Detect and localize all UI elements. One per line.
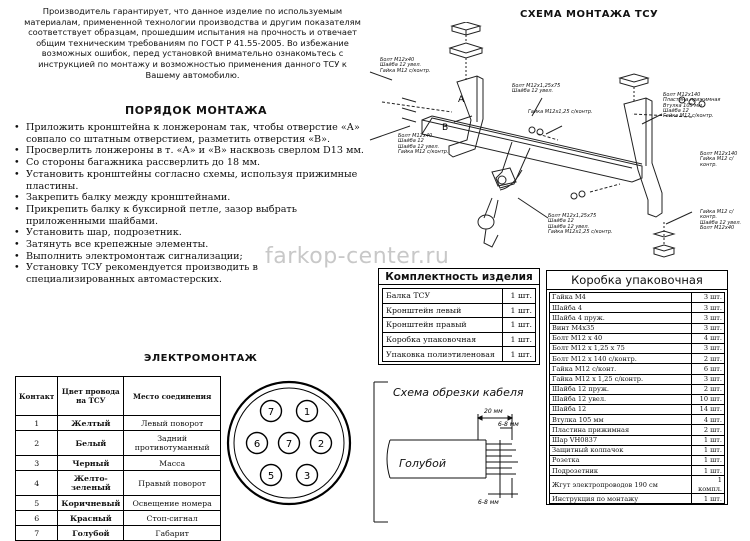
table-row: Болт М12 х 140 с/контр. 2 шт. <box>550 354 725 364</box>
watermark: farkop-center.ru <box>265 244 450 269</box>
table-row: Подрозетник 1 шт. <box>550 466 725 476</box>
packing-table <box>549 292 725 504</box>
table-row: Шайба 12 увел. 10 шт. <box>550 394 725 404</box>
step: • Просверлить лонжероны в т. «А» и «В» насквозь сверлом D13 мм. <box>14 145 364 157</box>
cable-title: Схема обрезки кабеля <box>393 386 524 399</box>
scheme-label-group: Болт М12х140 Пластина прижимная Втулка 105 мм Шайба 12 Гайка М12 с/контр. <box>663 92 721 120</box>
step: • Приложить кронштейна к лонжеронам так, чтобы отверстие «А» совпало со штатным отверстием, разметить отверстия «В». <box>14 122 364 145</box>
pin-label: 1 <box>303 407 311 418</box>
scheme-label-group: Болт М12х40 Шайба 12 увел. Гайка М12 с/контр. <box>380 57 431 74</box>
pin-label: 7 <box>285 439 293 450</box>
packing-title: Коробка упаковочная <box>547 271 727 290</box>
column-header: Место соединения <box>124 377 221 416</box>
cable-dim-top: 6-8 мм <box>498 421 519 428</box>
cable-dim-bottom: 6-8 мм <box>478 499 499 506</box>
table-row: Коробка упаковочная 1 шт. <box>383 332 536 347</box>
scheme-label-group: Болт М12х1,25х75 Шайба 12 Шайба 12 увел. Гайка М12х1,25 с/контр. <box>548 213 613 235</box>
table-row: 4 Желто-зеленый Правый поворот <box>16 471 221 496</box>
pin-label: 6 <box>253 439 261 450</box>
scheme-label-group: Болт М12х140 Гайка М12 с/контр. <box>700 151 738 168</box>
table-row: 1 Желтый Левый поворот <box>16 416 221 431</box>
table-row: Болт М12 х 40 4 шт. <box>550 333 725 343</box>
step: • Затянуть все крепежные элементы. <box>14 239 364 251</box>
step: • Установку ТСУ рекомендуется производить в специализированных автомастерских. <box>14 262 364 285</box>
table-row: Кронштейн правый 1 шт. <box>383 318 536 333</box>
table-row: Шар VH0837 1 шт. <box>550 435 725 445</box>
table-row: Гайка М12 х 1,25 с/контр. 3 шт. <box>550 374 725 384</box>
scheme-label-group: Гайка М12х1,25 с/контр. <box>528 109 593 115</box>
table-row: Упаковка полиэтиленовая 1 шт. <box>383 347 536 362</box>
step: • Установить шар, подрозетник. <box>14 227 364 239</box>
table-row: Розетка 1 шт. <box>550 456 725 466</box>
pin-label: 2 <box>317 439 325 450</box>
pin-label: 5 <box>267 471 275 482</box>
table-row: 2 Белый Задний противотуманный <box>16 431 221 456</box>
cable-trim-diagram <box>370 378 540 528</box>
table-row: 3 Черный Масса <box>16 456 221 471</box>
intro-paragraph: Производитель гарантирует, что данное изделие по используемым материалам, примененной технологии производства и другим показателям соответствует образцам, прошедшим испытания на прочность и отвечает общим техническим требованиям по ГОСТ Р 41.55-2005. Во избежание возможных ошибок, перед установкой внимательно ознакомьтесь с инструкцией по монтажу и возможностью применения данного ТСУ к Вашему автомобилю. <box>24 6 361 80</box>
table-row: Инструкция по монтажу 1 шт. <box>550 494 725 504</box>
pin-label: 7 <box>267 407 275 418</box>
table-row: Жгут электропроводов 190 см 1 компл. <box>550 476 725 494</box>
table-row: 7 Голубой Габарит <box>16 526 221 541</box>
packing-box <box>546 270 728 505</box>
scheme-label-group: Болт М12х1,25х75 Шайба 12 увел. <box>512 83 561 95</box>
table-row: Балка ТСУ 1 шт. <box>383 289 536 304</box>
installation-title: ПОРЯДОК МОНТАЖА <box>125 104 268 117</box>
step: • Прикрепить балку к буксирной петле, зазор выбрать приложенными шайбами. <box>14 204 364 227</box>
electrical-table <box>15 376 221 541</box>
table-row: Болт М12 х 1,25 х 75 3 шт. <box>550 343 725 353</box>
table-header-row <box>16 377 221 416</box>
table-row: Шайба 12 пруж. 2 шт. <box>550 384 725 394</box>
step: • Со стороны багажника рассверлить до 18 мм. <box>14 157 364 169</box>
table-row: Винт М4х35 3 шт. <box>550 323 725 333</box>
table-row: Шайба 4 3 шт. <box>550 303 725 313</box>
table-row: 6 Красный Стоп-сигнал <box>16 511 221 526</box>
socket-pin-diagram <box>224 378 354 508</box>
table-row: Шайба 4 пруж. 3 шт. <box>550 313 725 323</box>
table-row: Кронштейн левый 1 шт. <box>383 303 536 318</box>
pin-label: 3 <box>303 471 311 482</box>
table-row: Пластина прижимная 2 шт. <box>550 425 725 435</box>
scheme-label-group: Болт М12х40 Шайба 12 Шайба 12 увел. Гайка М12 с/контр. <box>398 133 449 155</box>
scheme-label-group: Гайка М12 с/контр. Шайба 12 увел. Болт М12х40 <box>700 209 742 231</box>
cable-dim-20: 20 мм <box>484 408 503 415</box>
mark-b: В <box>442 123 449 133</box>
electrical-title: ЭЛЕКТРОМОНТАЖ <box>144 353 258 364</box>
step: • Закрепить балку между кронштейнами. <box>14 192 364 204</box>
table-row: Шайба 12 14 шт. <box>550 405 725 415</box>
table-row: 5 Коричневый Освещение номера <box>16 496 221 511</box>
step: • Выполнить электромонтаж сигнализации; <box>14 251 364 263</box>
table-row: Втулка 105 мм 4 шт. <box>550 415 725 425</box>
table-row: Гайка М4 3 шт. <box>550 293 725 303</box>
mark-a: А <box>458 95 465 105</box>
step: • Установить кронштейны согласно схемы, используя прижимные пластины. <box>14 169 364 192</box>
table-row: Гайка М12 с/конт. 6 шт. <box>550 364 725 374</box>
table-row: Защитный колпачок 1 шт. <box>550 445 725 455</box>
column-header: Контакт <box>16 377 58 416</box>
column-header: Цвет провода на ТСУ <box>58 377 124 416</box>
cable-wire-label: Голубой <box>399 457 447 470</box>
kit-table <box>382 288 536 362</box>
scheme-title: СХЕМА МОНТАЖА ТСУ <box>520 9 659 20</box>
kit-box <box>378 268 540 365</box>
kit-title: Комплектность изделия <box>379 269 539 285</box>
